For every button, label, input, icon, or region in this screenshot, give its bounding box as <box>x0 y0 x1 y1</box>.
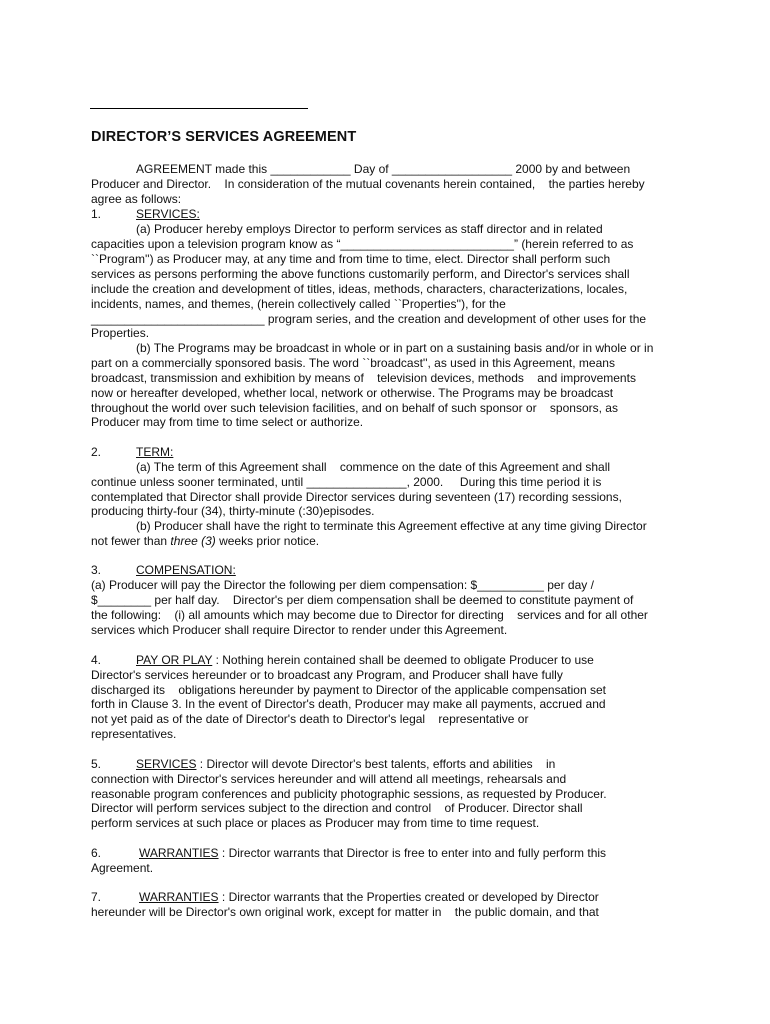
paragraph-line: services which Producer shall require Director to render under this Agreement. <box>91 623 508 637</box>
intro-line: agree as follows: <box>91 192 182 206</box>
paragraph-line: reasonable program conferences and publicity photographic sessions, as requested by Producer. <box>91 787 607 801</box>
intro-line: AGREEMENT made this ____________ Day of __________________ 2000 by and between <box>136 162 631 176</box>
paragraph-line: Agreement. <box>91 861 154 875</box>
paragraph-line: hereunder will be Director's own original work, except for matter in the public domain, and that <box>91 905 599 919</box>
paragraph-line: $________ per half day. Director's per diem compensation shall be deemed to constitute payment of <box>91 593 634 607</box>
intro-line: Producer and Director. In consideration of the mutual covenants herein contained, the parties hereby <box>91 177 645 191</box>
text-run: not fewer than <box>91 534 171 548</box>
section-number: 4. <box>91 653 102 667</box>
section-heading: WARRANTIES <box>139 846 219 860</box>
paragraph-line: continue unless sooner terminated, until _______________, 2000. During this time period it is <box>91 475 602 489</box>
paragraph-line: (a) The term of this Agreement shall commence on the date of this Agreement and shall <box>136 460 611 474</box>
section-heading: PAY OR PLAY <box>136 653 213 667</box>
section-heading: TERM: <box>136 445 174 459</box>
paragraph-line: incidents, names, and themes, (herein collectively called ``Properties''), for the <box>91 297 506 311</box>
emphasis-text: three (3) <box>170 534 216 548</box>
paragraph-line <box>91 534 319 549</box>
paragraph-line: (a) Producer will pay the Director the following per diem compensation: $__________ per day / <box>91 578 594 592</box>
paragraph-line <box>136 757 555 772</box>
paragraph-line: capacities upon a television program know as “__________________________” (herein referred to as <box>91 237 634 251</box>
paragraph-line: Director's services hereunder or to broadcast any Program, and Producer shall have fully <box>91 668 563 682</box>
text-run: : Director warrants that the Properties created or developed by Director <box>218 890 599 904</box>
section-number: 2. <box>91 445 102 459</box>
section-heading: WARRANTIES <box>139 890 219 904</box>
section-number: 7. <box>91 890 102 904</box>
signature-line <box>90 108 308 109</box>
section-heading: SERVICES: <box>136 207 200 221</box>
paragraph-line: part on a commercially sponsored basis. The word ``broadcast'', as used in this Agreement, means <box>91 356 615 370</box>
paragraph-line: now or hereafter developed, whether local, network or otherwise. The Programs may be broadcast <box>91 386 614 400</box>
paragraph-line: Properties. <box>91 326 150 340</box>
paragraph-line: __________________________ program series, and the creation and development of other uses for the <box>91 312 647 326</box>
paragraph-line: connection with Director's services hereunder and will attend all meetings, rehearsals and <box>91 772 567 786</box>
paragraph-line: Director will perform services subject to the direction and control of Producer. Director shall <box>91 801 583 815</box>
section-number: 3. <box>91 563 102 577</box>
section-heading: COMPENSATION: <box>136 563 236 577</box>
text-run: : Director will devote Director's best talents, efforts and abilities in <box>196 757 556 771</box>
paragraph-line: representatives. <box>91 727 177 741</box>
paragraph-line: (a) Producer hereby employs Director to perform services as staff director and in related <box>136 222 603 236</box>
section-number: 1. <box>91 207 102 221</box>
paragraph-line: services as persons performing the above functions customarily perform, and Director's services shall <box>91 267 630 281</box>
paragraph-line: the following: (i) all amounts which may become due to Director for directing services and for all other <box>91 608 648 622</box>
paragraph-line <box>136 653 594 668</box>
paragraph-line: ``Program'') as Producer may, at any time and from time to time, elect. Director shall perform such <box>91 252 611 266</box>
paragraph-line <box>139 890 599 905</box>
paragraph-line: (b) The Programs may be broadcast in whole or in part on a sustaining basis and/or in whole or in <box>136 341 654 355</box>
paragraph-line: perform services at such place or places as Producer may from time to time request. <box>91 816 540 830</box>
paragraph-line: (b) Producer shall have the right to terminate this Agreement effective at any time giving Director <box>136 519 647 533</box>
paragraph-line: forth in Clause 3. In the event of Director's death, Producer may make all payments, accrued and <box>91 697 606 711</box>
paragraph-line: producing thirty-four (34), thirty-minute (:30)episodes. <box>91 504 375 518</box>
document-title: DIRECTOR’S SERVICES AGREEMENT <box>91 129 357 145</box>
paragraph-line: broadcast, transmission and exhibition by means of television devices, methods and improvements <box>91 371 636 385</box>
paragraph-line: include the creation and development of titles, ideas, methods, characters, characterizations, locales, <box>91 282 628 296</box>
section-number: 5. <box>91 757 102 771</box>
paragraph-line: discharged its obligations hereunder by payment to Director of the applicable compensation set <box>91 683 606 697</box>
section-number: 6. <box>91 846 102 860</box>
paragraph-line: contemplated that Director shall provide Director services during seventeen (17) recording sessions, <box>91 490 622 504</box>
paragraph-line: Producer may from time to time select or authorize. <box>91 415 364 429</box>
paragraph-line <box>139 846 606 861</box>
text-run: : Nothing herein contained shall be deemed to obligate Producer to use <box>212 653 594 667</box>
text-run: : Director warrants that Director is free to enter into and fully perform this <box>218 846 607 860</box>
paragraph-line: not yet paid as of the date of Director's death to Director's legal representative or <box>91 712 529 726</box>
paragraph-line: throughout the world over such television facilities, and on behalf of such sponsor or sponsors, as <box>91 401 618 415</box>
section-heading: SERVICES <box>136 757 197 771</box>
text-run: weeks prior notice. <box>215 534 320 548</box>
